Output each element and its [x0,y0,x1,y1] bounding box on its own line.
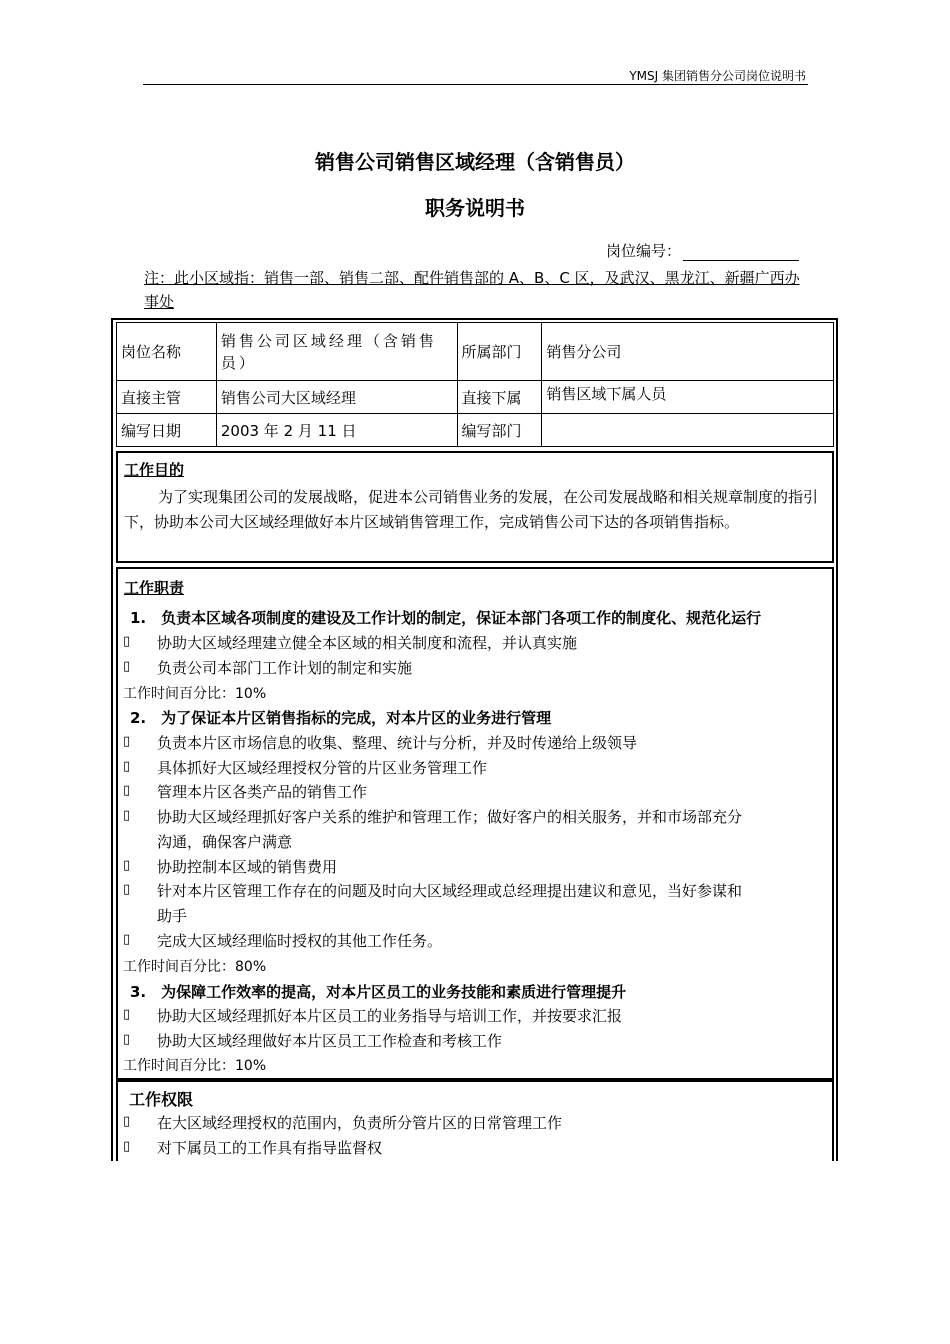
list-item: 管理本片区各类产品的销售工作 [157,783,368,801]
bullet-icon: ▯ [123,783,131,798]
time-percentage: 工作时间百分比：10% [123,1058,267,1074]
bullet-icon: ▯ [123,659,131,674]
value-written-date: 2003 年 2 月 11 日 [216,414,457,447]
time-percentage: 工作时间百分比：80% [123,959,267,975]
label-direct-subordinate: 直接下属 [457,381,542,414]
bullet-icon: ▯ [123,1139,131,1154]
list-item: 在大区域经理授权的范围内，负责所分管片区的日常管理工作 [157,1114,563,1132]
duty-heading-3: 3. 为保障工作效率的提高，对本片区员工的业务技能和素质进行管理提升 [130,983,627,1001]
list-item: 协助控制本区域的销售费用 [157,858,338,876]
time-percentage: 工作时间百分比：10% [123,686,267,702]
list-item: 对下属员工的工作具有指导监督权 [157,1139,383,1157]
authority-right-edge [832,1080,834,1161]
authority-divider [116,1080,834,1082]
list-item: 协助大区域经理抓好客户关系的维护和管理工作；做好客户的相关服务，并和市场部充分 [157,808,743,826]
value-direct-supervisor: 销售公司大区域经理 [216,381,457,414]
position-code-label: 岗位编号： [606,242,682,260]
list-item: 协助大区域经理抓好本片区员工的业务指导与培训工作，并按要求汇报 [157,1007,623,1025]
label-written-date: 编写日期 [117,414,217,447]
position-code-row [606,240,799,261]
bullet-icon: ▯ [123,1114,131,1129]
bullet-icon: ▯ [123,1032,131,1047]
purpose-text: 为了实现集团公司的发展战略，促进本公司销售业务的发展，在公司发展战略和相关规章制度的指引下，协助本公司大区域经理做好本片区域销售管理工作，完成销售公司下达的各项销售指标。 [124,488,819,531]
bullet-icon: ▯ [123,932,131,947]
value-written-dept [542,414,834,447]
list-item: 协助大区域经理建立健全本区域的相关制度和流程，并认真实施 [157,634,578,652]
duties-title: 工作职责 [124,579,185,597]
value-position-name: 销售公司区域经理（含销售员） [216,323,457,381]
bullet-icon: ▯ [123,882,131,897]
list-item: 具体抓好大区域经理授权分管的片区业务管理工作 [157,759,488,777]
info-table [116,322,834,447]
bullet-icon: ▯ [123,808,131,823]
header-rule [143,84,808,85]
scope-note: 注：此小区域指：销售一部、销售二部、配件销售部的 A、B、C 区，及武汉、黑龙江、新疆广西办事处 [144,269,800,311]
bullet-icon: ▯ [123,759,131,774]
value-direct-subordinate: 销售区域下属人员 [542,381,834,414]
label-direct-supervisor: 直接主管 [117,381,217,414]
table-row [117,414,834,447]
duty-heading-2: 2. 为了保证本片区销售指标的完成，对本片区的业务进行管理 [130,709,552,727]
document-title: 销售公司销售区域经理（含销售员） [315,150,635,174]
bullet-icon: ▯ [123,1007,131,1022]
duty-heading-1: 1. 负责本区域各项制度的建设及工作计划的制定，保证本部门各项工作的制度化、规范化运行 [130,609,762,627]
label-position-name: 岗位名称 [117,323,217,381]
purpose-title: 工作目的 [124,461,185,479]
bullet-icon: ▯ [123,634,131,649]
list-item-continued: 助手 [157,907,188,925]
document-subtitle: 职务说明书 [425,196,525,220]
list-item: 完成大区域经理临时授权的其他工作任务。 [157,932,443,950]
label-department: 所属部门 [457,323,542,381]
table-row [117,381,834,414]
bullet-icon: ▯ [123,734,131,749]
list-item: 针对本片区管理工作存在的问题及时向大区域经理或总经理提出建议和意见，当好参谋和 [157,882,743,900]
list-item: 负责公司本部门工作计划的制定和实施 [157,659,413,677]
table-row [117,323,834,381]
value-department: 销售分公司 [542,323,834,381]
document-header: YMSJ 集团销售分公司岗位说明书 [629,69,806,83]
list-item: 协助大区域经理做好本片区员工工作检查和考核工作 [157,1032,503,1050]
position-code-blank[interactable] [683,246,799,261]
authority-title: 工作权限 [129,1090,194,1109]
list-item-continued: 沟通，确保客户满意 [157,833,293,851]
authority-left-edge [116,1080,118,1161]
bullet-icon: ▯ [123,858,131,873]
purpose-section [116,451,834,563]
list-item: 负责本片区市场信息的收集、整理、统计与分析，并及时传递给上级领导 [157,734,638,752]
label-written-dept: 编写部门 [457,414,542,447]
